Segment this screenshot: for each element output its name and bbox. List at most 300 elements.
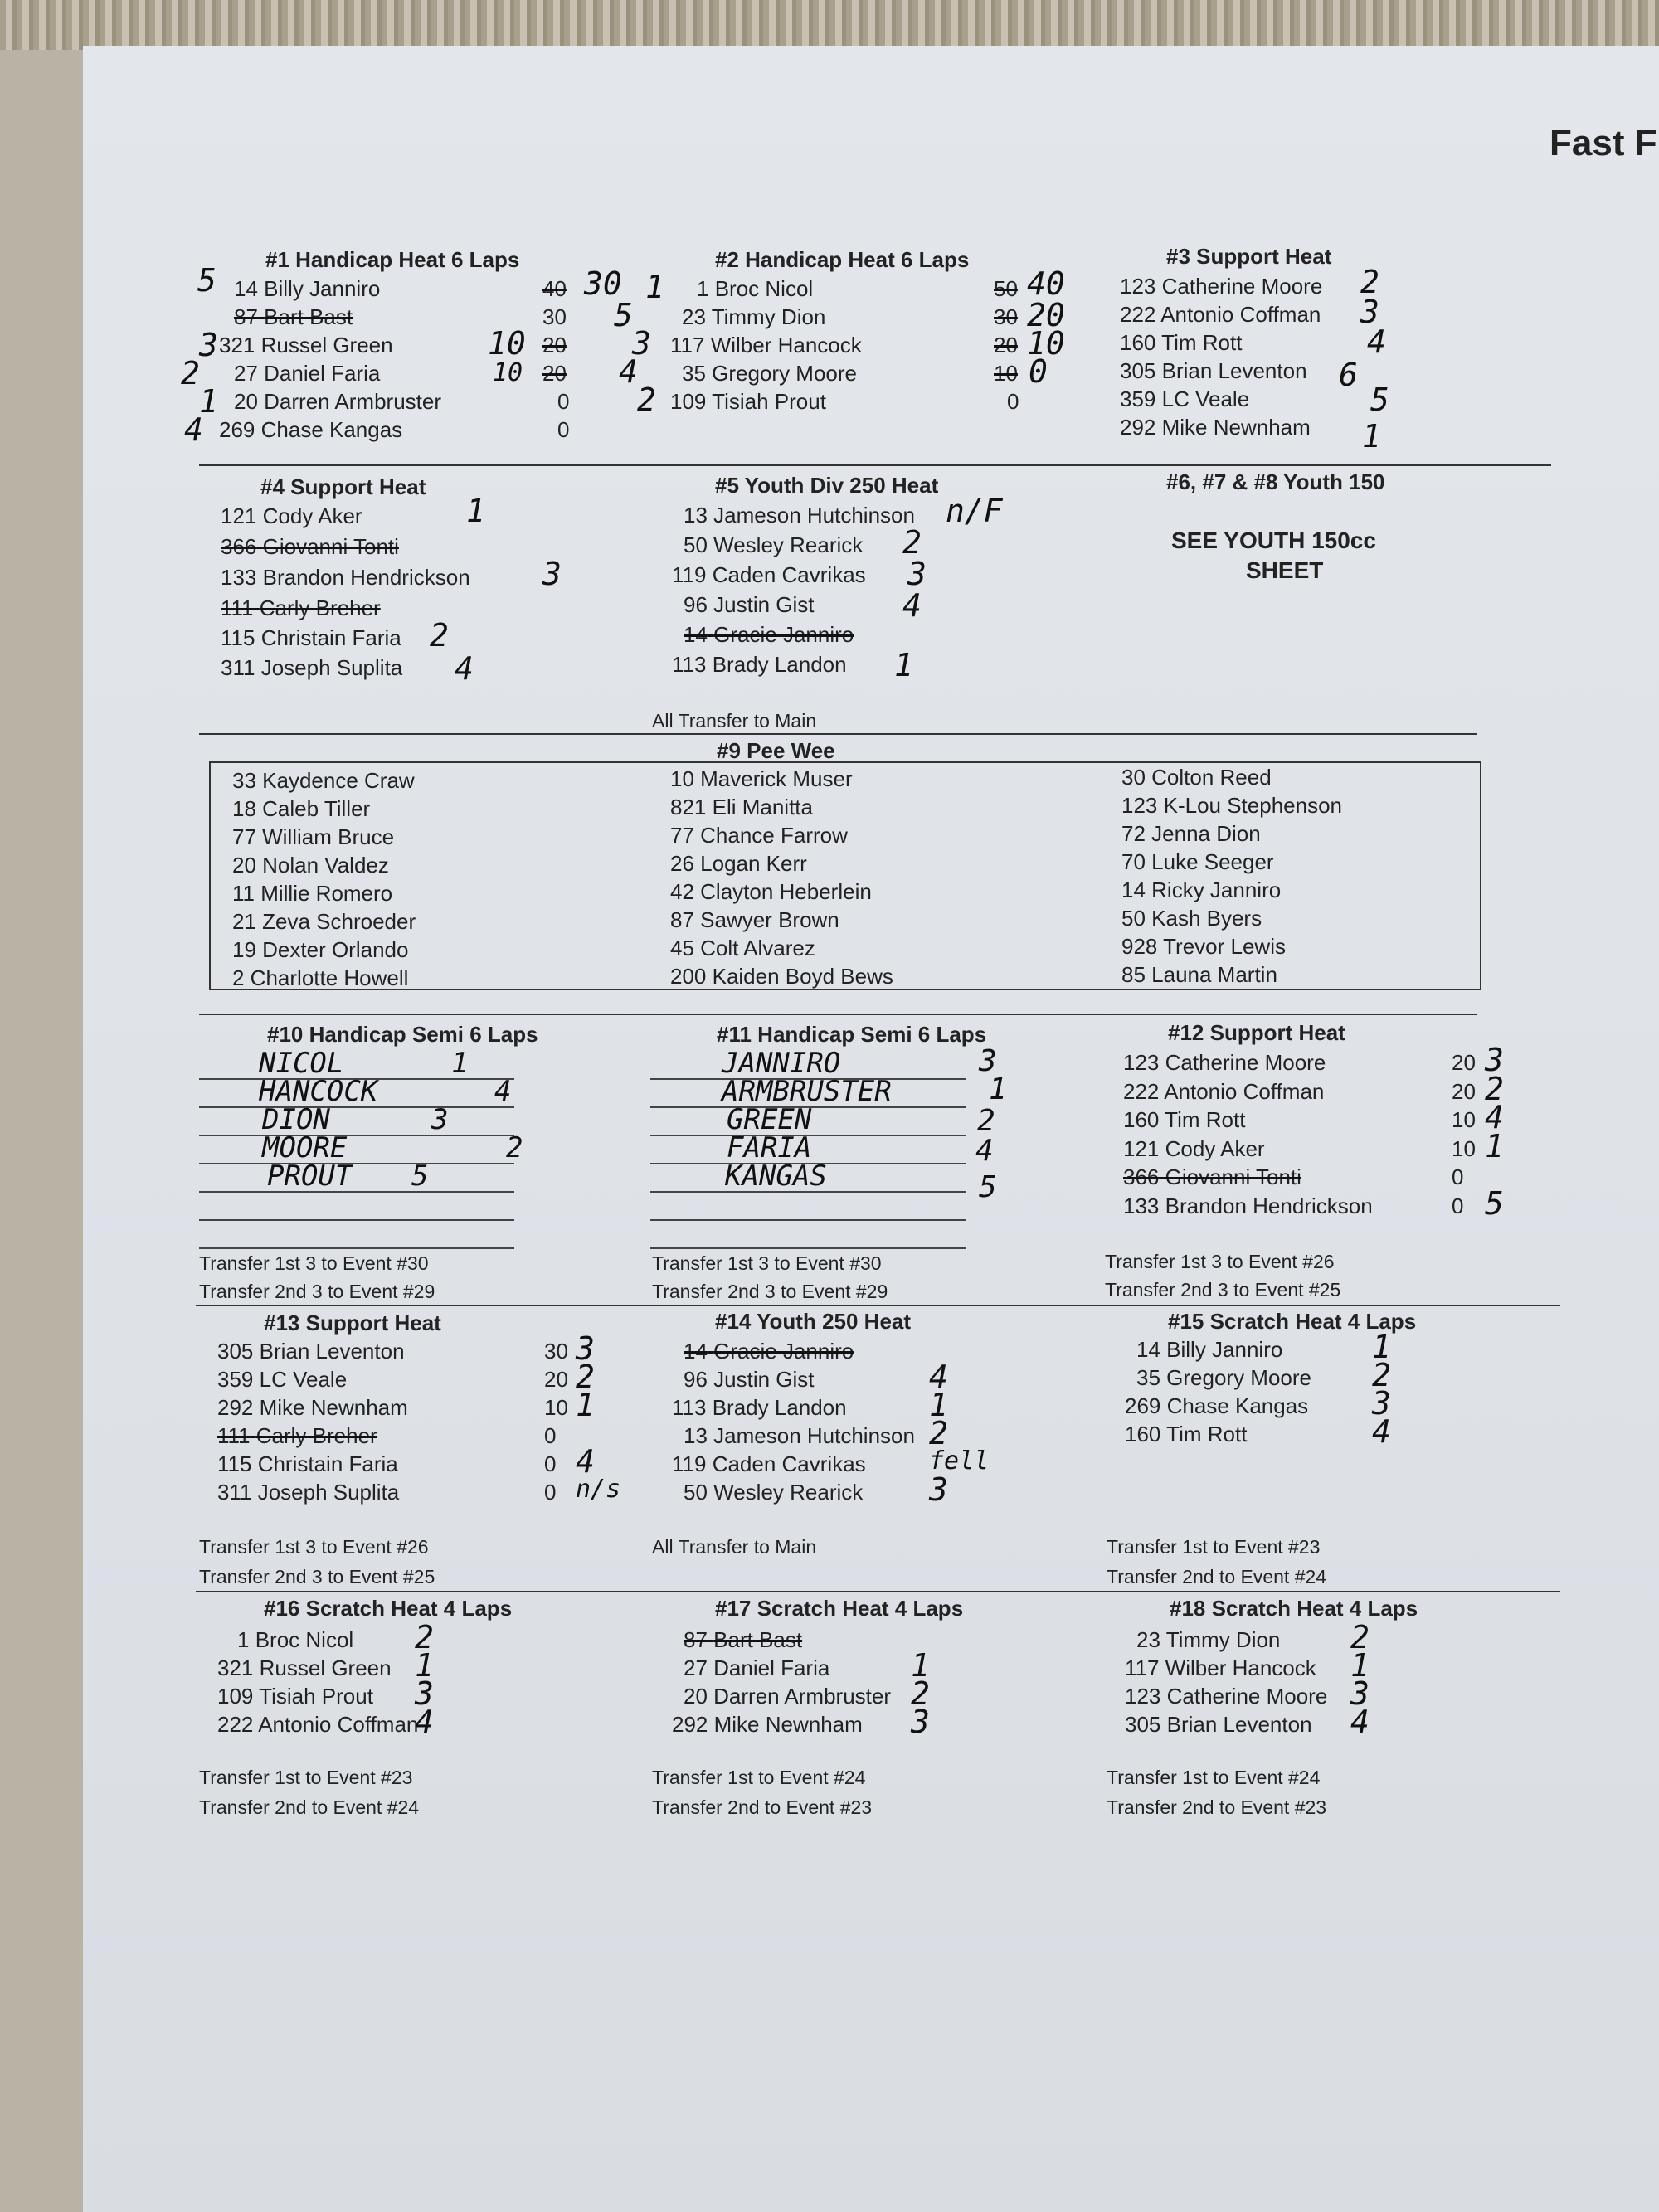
heat13-place: 4 (576, 1443, 595, 1480)
heat16-row-number: 222 (217, 1712, 254, 1737)
heat18-row-number: 123 (1125, 1684, 1161, 1709)
heat12-place: 2 (1485, 1070, 1504, 1107)
heat13-place: 2 (576, 1359, 595, 1395)
heat13-row (217, 1451, 398, 1476)
heat15-place: 4 (1372, 1413, 1391, 1450)
semi11-line (650, 1219, 966, 1249)
heat17-title: #17 Scratch Heat 4 Laps (715, 1596, 964, 1621)
heat13-row-number: 311 (217, 1480, 252, 1505)
heat15-row-name: Gregory Moore (1166, 1365, 1311, 1390)
heat14-row-number: 13 (684, 1423, 708, 1448)
heat1-left-mark: 5 (197, 262, 216, 299)
heat2-pts: 10 (994, 361, 1018, 386)
heat18-row-name: Brian Leventon (1166, 1712, 1312, 1737)
heat12-row (1123, 1107, 1245, 1132)
heat14-row (684, 1423, 915, 1448)
heat18-row (1136, 1627, 1280, 1652)
peewee-entry: 77 Chance Farrow (670, 823, 848, 848)
heat12-pts: 10 (1452, 1135, 1476, 1161)
heat1-row: 27 Daniel Faria (234, 361, 381, 386)
youth150-line1: SEE YOUTH 150cc (1171, 527, 1376, 553)
heat3-title: #3 Support Heat (1166, 244, 1332, 269)
heat14-row-number: 14 (684, 1339, 708, 1364)
heat13-row-number: 305 (217, 1339, 254, 1364)
heat13-row-number: 292 (217, 1395, 254, 1420)
heat4-place: 3 (542, 556, 562, 592)
semi11-title: #11 Handicap Semi 6 Laps (717, 1022, 987, 1047)
heat14-row-name: Gracie Janniro (713, 1339, 854, 1364)
heat3-place: 2 (1360, 264, 1379, 300)
peewee-entry: 30 Colton Reed (1121, 765, 1272, 790)
heat18-place: 1 (1350, 1647, 1370, 1684)
heat18-note1: Transfer 1st to Event #24 (1107, 1767, 1321, 1788)
heat14-title: #14 Youth 250 Heat (715, 1309, 912, 1334)
heat12-row-name: Catherine Moore (1165, 1050, 1326, 1075)
youth150-title: #6, #7 & #8 Youth 150 (1166, 469, 1385, 494)
heat14-row-name: Brady Landon (712, 1395, 847, 1420)
semi10-place: 4 (494, 1075, 512, 1108)
heat14-place: 3 (929, 1471, 948, 1508)
heat15-row-number: 14 (1136, 1337, 1160, 1362)
heat17-row (672, 1712, 863, 1737)
heat1-row: 14 Billy Janniro (234, 276, 381, 301)
divider (199, 464, 1551, 466)
heat13-row (217, 1367, 347, 1392)
heat16-row (217, 1712, 418, 1737)
heat12-row (1123, 1136, 1265, 1161)
heat1-handicap: 10 (493, 358, 523, 387)
heat12-pts: 20 (1452, 1050, 1476, 1075)
heat16-place: 4 (415, 1704, 434, 1740)
page-title: Fast F (1550, 123, 1657, 163)
heat13-row-name: Joseph Suplita (257, 1480, 400, 1505)
heat12-place: 1 (1485, 1127, 1504, 1164)
divider (196, 1591, 1560, 1592)
heat1-pts: 0 (557, 417, 570, 442)
semi10-line (199, 1163, 514, 1193)
heat2-row: 1 Broc Nicol (697, 276, 814, 301)
semi10-line (199, 1191, 514, 1221)
heat1-pts: 20 (542, 361, 567, 386)
heat14-row-number: 96 (684, 1367, 708, 1392)
semi11-note2: Transfer 2nd 3 to Event #29 (652, 1281, 888, 1302)
heat3-row: 160 Tim Rott (1120, 330, 1243, 355)
heat13-row-number: 111 (217, 1423, 251, 1448)
heat17-place: 2 (911, 1675, 930, 1712)
heat3-place: 3 (1360, 294, 1379, 330)
peewee-entry: 21 Zeva Schroeder (232, 909, 416, 934)
heat1-left-mark: 1 (199, 383, 218, 420)
heat15-place: 1 (1372, 1329, 1391, 1365)
heat1-handicap: 10 (488, 325, 526, 362)
heat13-row-name: Christain Faria (257, 1451, 398, 1476)
heat5-row: 50 Wesley Rearick (684, 532, 864, 557)
peewee-entry: 2 Charlotte Howell (232, 965, 409, 990)
heat12-row (1123, 1164, 1301, 1189)
heat12-row-number: 133 (1123, 1193, 1160, 1218)
heat12-row (1123, 1079, 1324, 1104)
heat18-row-name: Wilber Hancock (1165, 1655, 1316, 1680)
heat12-pts: 10 (1452, 1107, 1476, 1132)
semi11-line (650, 1191, 966, 1221)
heat5-title: #5 Youth Div 250 Heat (715, 473, 939, 498)
heat12-row-name: Cody Aker (1165, 1135, 1265, 1161)
semi10-name: HANCOCK (259, 1075, 378, 1108)
heat4-title: #4 Support Heat (260, 474, 426, 499)
heat12-row-name: Antonio Coffman (1164, 1078, 1325, 1104)
heat12-note2: Transfer 2nd 3 to Event #25 (1105, 1279, 1341, 1300)
semi11-place: 3 (979, 1044, 997, 1078)
heat5-place: 2 (902, 524, 922, 561)
heat15-note1: Transfer 1st to Event #23 (1107, 1536, 1321, 1558)
heat17-row-name: Mike Newnham (713, 1712, 863, 1737)
heat2-pts: 0 (1007, 389, 1019, 414)
heat1-row: 321 Russel Green (219, 333, 393, 357)
heat5-place: n/F (946, 493, 1003, 529)
heat5-row: 113 Brady Landon (672, 652, 847, 677)
heat14-row-name: Jameson Hutchinson (713, 1423, 915, 1448)
heat2-title: #2 Handicap Heat 6 Laps (715, 247, 970, 272)
heat14-row-number: 50 (684, 1480, 708, 1505)
heat3-row: 305 Brian Leventon (1120, 358, 1307, 383)
heat18-row-name: Catherine Moore (1166, 1684, 1328, 1709)
heat18-row (1125, 1684, 1327, 1709)
peewee-entry: 42 Clayton Heberlein (670, 879, 872, 904)
peewee-entry: 85 Launa Martin (1121, 962, 1277, 987)
semi11-place: 2 (977, 1104, 995, 1138)
heat4-place: 4 (455, 650, 474, 687)
heat18-row-number: 23 (1136, 1627, 1160, 1652)
heat13-pts: 10 (544, 1395, 568, 1420)
heat16-note1: Transfer 1st to Event #23 (199, 1767, 413, 1788)
heat1-place: 5 (614, 297, 633, 333)
heat18-place: 4 (1350, 1704, 1370, 1740)
heat14-place: 2 (929, 1415, 948, 1451)
peewee-entry: 45 Colt Alvarez (670, 936, 815, 960)
heat5-row: 96 Justin Gist (684, 592, 815, 617)
heat14-row (672, 1451, 866, 1476)
semi11-place: 1 (989, 1072, 1007, 1106)
heat18-place: 3 (1350, 1675, 1370, 1712)
heat15-row (1125, 1393, 1308, 1418)
heat1-left-mark: 4 (184, 411, 203, 448)
heat15-row-number: 160 (1125, 1422, 1161, 1446)
semi11-name: GREEN (727, 1103, 812, 1136)
semi10-title: #10 Handicap Semi 6 Laps (267, 1022, 538, 1047)
heat17-place: 1 (911, 1647, 930, 1684)
heat13-row (217, 1339, 405, 1364)
heat16-title: #16 Scratch Heat 4 Laps (264, 1596, 513, 1621)
heat1-place: 3 (632, 325, 651, 362)
heat17-row-name: Darren Armbruster (713, 1684, 891, 1709)
heat13-row-name: Mike Newnham (259, 1395, 408, 1420)
semi10-line (199, 1106, 514, 1136)
heat1-left-mark: 2 (181, 355, 200, 391)
heat1-row: 20 Darren Armbruster (234, 389, 441, 414)
heat3-place: 4 (1367, 323, 1386, 360)
heat13-place: 1 (576, 1387, 595, 1423)
heat4-place: 2 (430, 617, 449, 654)
semi10-name: MOORE (262, 1131, 348, 1164)
semi11-name: KANGAS (725, 1159, 827, 1193)
heat14-place: 4 (929, 1359, 948, 1395)
heat17-row-name: Bart Bast (713, 1627, 803, 1652)
heat14-row-name: Justin Gist (713, 1367, 815, 1392)
heat13-row-number: 115 (217, 1451, 252, 1476)
peewee-entry: 123 K-Lou Stephenson (1121, 793, 1342, 818)
divider (199, 733, 1477, 735)
heat1-place: 2 (637, 382, 656, 418)
heat1-row: 269 Chase Kangas (219, 417, 403, 442)
heat18-row-number: 305 (1125, 1712, 1161, 1737)
peewee-entry: 14 Ricky Janniro (1121, 878, 1282, 902)
heat15-row-name: Tim Rott (1166, 1422, 1248, 1446)
heat12-row (1123, 1194, 1373, 1218)
heat12-row-name: Tim Rott (1165, 1107, 1246, 1132)
heat14-place: fell (929, 1446, 990, 1475)
heat17-row-number: 27 (684, 1655, 708, 1680)
heat5-row: 119 Caden Cavrikas (672, 562, 866, 587)
heat12-row-number: 222 (1123, 1078, 1160, 1104)
heat13-pts: 0 (544, 1423, 557, 1448)
heat2-handicap: 40 (1027, 265, 1065, 302)
heat13-pts: 30 (544, 1339, 568, 1364)
heat13-row (217, 1395, 408, 1420)
heat13-row-name: Brian Leventon (259, 1339, 405, 1364)
heat13-place: 3 (576, 1330, 595, 1367)
heat1-place: 1 (645, 269, 664, 305)
semi10-place: 3 (431, 1103, 449, 1136)
semi11-place: 5 (979, 1170, 997, 1204)
heat16-row-name: Tisiah Prout (259, 1684, 373, 1709)
heat17-row (684, 1684, 891, 1709)
peewee-entry: 50 Kash Byers (1121, 906, 1262, 931)
peewee-title: #9 Pee Wee (717, 738, 835, 763)
heat17-note1: Transfer 1st to Event #24 (652, 1767, 866, 1788)
semi10-note2: Transfer 2nd 3 to Event #29 (199, 1281, 435, 1302)
heat1-pts: 40 (542, 276, 567, 301)
heat1-pts: 30 (542, 304, 567, 329)
heat2-row: 109 Tisiah Prout (670, 389, 826, 414)
heat12-pts: 0 (1452, 1193, 1464, 1218)
heat1-handicap: 30 (584, 265, 622, 302)
heat17-row-number: 20 (684, 1684, 708, 1709)
heat15-row (1136, 1337, 1282, 1362)
divider (199, 1014, 1477, 1015)
heat12-row-number: 123 (1123, 1050, 1160, 1075)
heat2-pts: 50 (994, 276, 1018, 301)
heat16-row-number: 321 (217, 1655, 254, 1680)
heat16-row-name: Broc Nicol (255, 1627, 354, 1652)
divider (196, 1305, 1560, 1306)
heat16-row-name: Antonio Coffman (258, 1712, 419, 1737)
heat12-row-name: Giovanni Tonti (1165, 1164, 1301, 1189)
semi10-note1: Transfer 1st 3 to Event #30 (199, 1252, 429, 1274)
semi10-name: PROUT (267, 1159, 353, 1193)
heat4-place: 1 (466, 493, 485, 529)
heat15-row (1136, 1365, 1311, 1390)
semi10-name: DION (262, 1103, 330, 1136)
heat16-row-number: 109 (217, 1684, 254, 1709)
heat13-row-name: LC Veale (259, 1367, 348, 1392)
heat17-row-name: Daniel Faria (713, 1655, 830, 1680)
heat17-place: 3 (911, 1704, 930, 1740)
heat2-row: 35 Gregory Moore (682, 361, 857, 386)
peewee-entry: 821 Eli Manitta (670, 795, 813, 819)
peewee-entry: 18 Caleb Tiller (232, 796, 371, 821)
semi11-name: JANNIRO (722, 1047, 841, 1080)
heat3-place: 5 (1370, 382, 1389, 418)
heat3-place: 6 (1339, 357, 1358, 393)
heat13-pts: 20 (544, 1367, 568, 1392)
heat12-row-name: Brandon Hendrickson (1165, 1193, 1373, 1218)
heat4-row: 366 Giovanni Tonti (221, 534, 399, 559)
heat13-title: #13 Support Heat (264, 1310, 441, 1335)
heat14-row (684, 1480, 863, 1505)
heat4-row: 115 Christain Faria (221, 625, 401, 650)
heat5-transfer-note: All Transfer to Main (652, 710, 817, 732)
heat12-note1: Transfer 1st 3 to Event #26 (1105, 1251, 1335, 1272)
heat4-row: 311 Joseph Suplita (221, 655, 403, 680)
heat14-note1: All Transfer to Main (652, 1536, 817, 1558)
heat14-row-number: 119 (672, 1451, 707, 1476)
heat17-row (684, 1655, 830, 1680)
heat13-note2: Transfer 2nd 3 to Event #25 (199, 1566, 435, 1587)
semi10-line (199, 1135, 514, 1164)
heat13-row (217, 1423, 377, 1448)
heat13-place: n/s (576, 1475, 621, 1504)
heat3-row: 123 Catherine Moore (1120, 274, 1323, 299)
peewee-entry: 72 Jenna Dion (1121, 821, 1261, 846)
semi10-place: 5 (411, 1159, 429, 1193)
heat16-place: 1 (415, 1647, 434, 1684)
heat3-row: 292 Mike Newnham (1120, 415, 1311, 440)
heat12-place: 3 (1485, 1042, 1504, 1078)
heat15-title: #15 Scratch Heat 4 Laps (1168, 1309, 1417, 1334)
heat13-note1: Transfer 1st 3 to Event #26 (199, 1536, 429, 1558)
heat13-row-name: Carly Breher (255, 1423, 377, 1448)
peewee-entry: 77 William Bruce (232, 824, 395, 849)
heat5-row: 13 Jameson Hutchinson (684, 503, 915, 527)
semi11-name: ARMBRUSTER (722, 1075, 892, 1108)
heat18-row-name: Timmy Dion (1165, 1627, 1281, 1652)
heat2-handicap: 20 (1027, 297, 1065, 333)
heat18-row-number: 117 (1125, 1655, 1160, 1680)
heat1-left-mark: 3 (199, 327, 218, 363)
heat2-handicap: 10 (1027, 325, 1065, 362)
semi10-place: 1 (451, 1047, 469, 1080)
heat14-row (684, 1367, 815, 1392)
heat4-row: 121 Cody Aker (221, 503, 362, 528)
heat12-place: 4 (1485, 1099, 1504, 1135)
heat3-row: 222 Antonio Coffman (1120, 302, 1321, 327)
heat1-pts: 0 (557, 389, 570, 414)
heat12-row-number: 366 (1123, 1164, 1160, 1189)
semi11-note1: Transfer 1st 3 to Event #30 (652, 1252, 882, 1274)
heat12-pts: 20 (1452, 1078, 1476, 1104)
heat2-pts: 30 (994, 304, 1018, 329)
heat2-pts: 20 (994, 333, 1018, 357)
heat17-row-number: 292 (672, 1712, 708, 1737)
heat16-place: 2 (415, 1619, 434, 1655)
heat14-row-number: 113 (672, 1395, 707, 1420)
heat5-row: 14 Gracie Janniro (684, 622, 854, 647)
heat17-row (684, 1627, 802, 1652)
heat16-row-name: Russel Green (259, 1655, 392, 1680)
heat12-row-number: 121 (1123, 1135, 1160, 1161)
heat5-place: 1 (894, 647, 913, 683)
semi10-line (199, 1219, 514, 1249)
peewee-entry: 26 Logan Kerr (670, 851, 807, 876)
heat15-row-name: Chase Kangas (1166, 1393, 1309, 1418)
heat4-row: 133 Brandon Hendrickson (221, 565, 470, 590)
peewee-entry: 928 Trevor Lewis (1121, 934, 1286, 959)
heat16-row (217, 1655, 392, 1680)
heat16-note2: Transfer 2nd to Event #24 (199, 1796, 420, 1818)
heat12-pts: 0 (1452, 1164, 1464, 1189)
heat16-row (237, 1627, 353, 1652)
heat14-row-name: Caden Cavrikas (712, 1451, 866, 1476)
heat14-row-name: Wesley Rearick (713, 1480, 864, 1505)
heat18-place: 2 (1350, 1619, 1370, 1655)
wall-background (0, 0, 1659, 50)
heat16-row (217, 1684, 373, 1709)
heat13-pts: 0 (544, 1480, 557, 1505)
heat1-row: 87 Bart Bast (234, 304, 353, 329)
heat12-row (1123, 1050, 1326, 1075)
heat16-place: 3 (415, 1675, 434, 1712)
semi10-place: 2 (506, 1131, 523, 1164)
heat15-place: 2 (1372, 1357, 1391, 1393)
heat14-place: 1 (929, 1387, 948, 1423)
heat18-row (1125, 1655, 1316, 1680)
heat15-row-name: Billy Janniro (1166, 1337, 1283, 1362)
peewee-entry: 33 Kaydence Craw (232, 768, 415, 793)
heat1-place: 4 (619, 353, 638, 390)
heat17-note2: Transfer 2nd to Event #23 (652, 1796, 873, 1818)
heat13-row (217, 1480, 399, 1505)
youth150-line2: SHEET (1246, 557, 1324, 583)
heat3-place: 1 (1362, 418, 1381, 455)
peewee-entry: 10 Maverick Muser (670, 766, 853, 791)
heat3-row: 359 LC Veale (1120, 386, 1250, 411)
heat14-row (672, 1395, 847, 1420)
heat18-row (1125, 1712, 1312, 1737)
heat15-row (1125, 1422, 1247, 1446)
peewee-entry: 200 Kaiden Boyd Bews (670, 964, 893, 989)
heat12-title: #12 Support Heat (1168, 1020, 1345, 1045)
heat15-row-number: 269 (1125, 1393, 1161, 1418)
peewee-entry: 20 Nolan Valdez (232, 853, 389, 878)
peewee-entry: 11 Millie Romero (232, 881, 393, 906)
heat13-pts: 0 (544, 1451, 557, 1476)
heat4-row: 111 Carly Breher (221, 596, 381, 620)
heat2-row: 117 Wilber Hancock (670, 333, 862, 357)
heat12-row-number: 160 (1123, 1107, 1160, 1132)
heat1-pts: 20 (542, 333, 567, 357)
heat18-title: #18 Scratch Heat 4 Laps (1170, 1596, 1418, 1621)
heat1-title: #1 Handicap Heat 6 Laps (265, 247, 520, 272)
semi10-name: NICOL (259, 1047, 344, 1080)
heat12-place: 5 (1485, 1184, 1504, 1222)
peewee-entry: 19 Dexter Orlando (232, 937, 409, 962)
heat2-row: 23 Timmy Dion (682, 304, 826, 329)
heat5-place: 3 (907, 556, 927, 592)
heat14-row (684, 1339, 854, 1364)
heat15-note2: Transfer 2nd to Event #24 (1107, 1566, 1327, 1587)
heat15-row-number: 35 (1136, 1365, 1160, 1390)
heat13-row-number: 359 (217, 1367, 254, 1392)
